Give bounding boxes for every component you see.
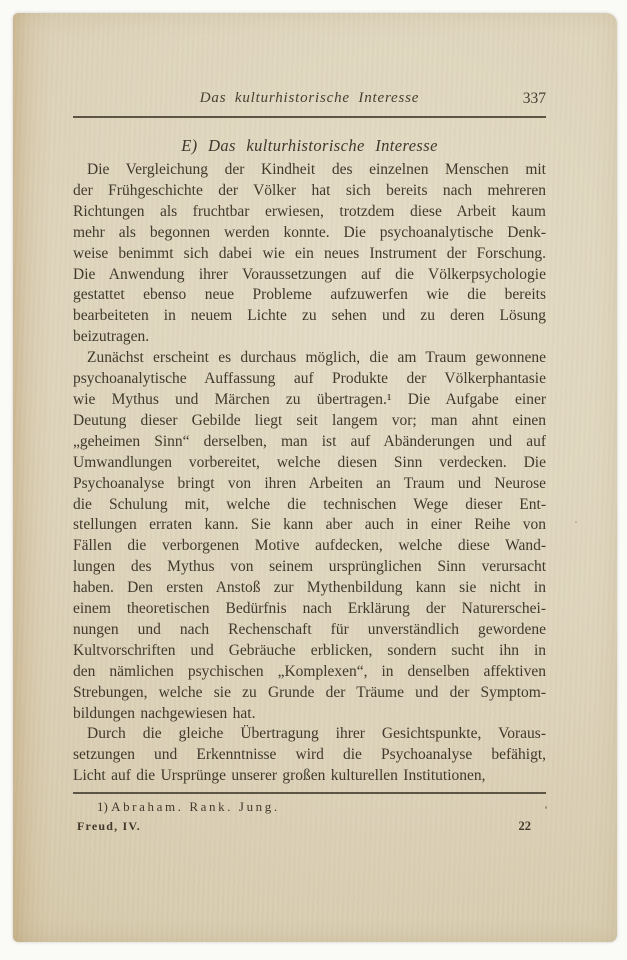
scan-speck (575, 521, 577, 523)
text-line: bildungen nachgewiesen hat. (73, 704, 256, 722)
text-line: Durch die gleiche Übertragung ihrer Gesichtspunkte, Voraus- (87, 725, 546, 743)
body-text (73, 160, 546, 787)
text-line: haben. Den ersten Anstoß zur Mythenbildung kann sie nicht in (73, 579, 546, 597)
text-line: wie Mythus und Märchen zu übertragen.¹ Die Aufgabe einer (73, 390, 546, 408)
text-line: lungen des Mythus von seinem ursprünglichen Sinn verursacht (73, 558, 546, 576)
text-line: stellungen erraten kann. Sie kann aber auch in einer Reihe von (73, 516, 546, 534)
paragraph (73, 724, 546, 787)
text-line: Die Vergleichung der Kindheit des einzelnen Menschen mit (87, 161, 546, 178)
text-line: Fällen die verborgenen Motive aufdecken, welche diese Wand- (73, 537, 546, 555)
footnote-rule (73, 792, 546, 794)
text-line: der Frühgeschichte der Völker hat sich bereits nach mehreren (73, 181, 546, 199)
text-line: Psychoanalyse bringt von ihren Arbeiten an Traum und Neurose (73, 474, 546, 492)
text-line: Deutung dieser Gebilde liegt seit langem vor; man ahnt einen (73, 411, 546, 429)
text-line: Licht auf die Ursprünge unserer großen kulturellen Institutionen, (73, 767, 486, 785)
volume-signature: Freud, IV. (77, 819, 141, 833)
paragraph (73, 160, 546, 348)
text-line: psychoanalytische Auffassung auf Produkte der Völkerphantasie (73, 370, 546, 388)
text-line: Die Anwendung ihrer Voraussetzungen auf die Völkerpsychologie (73, 265, 546, 283)
text-line: Richtungen als fruchtbar erwiesen, trotzdem diese Arbeit kaum (73, 202, 546, 220)
text-line: weise benimmt sich dabei wie ein neues Instrument der Forschung. (73, 244, 546, 262)
text-line: beizutragen. (73, 328, 150, 346)
header-rule (73, 116, 546, 118)
scanned-book-page (13, 13, 617, 942)
text-line: Strebungen, welche sie zu Grunde der Träume und der Symptom- (73, 683, 546, 701)
text-line: die Schulung mit, welche die technischen Wege dieser Ent- (73, 495, 546, 513)
text-line: mehr als begonnen werden konnte. Die psychoanalytische Denk- (73, 223, 546, 241)
text-line: nungen und nach Rechenschaft für unverständlich gewordene (73, 620, 546, 638)
text-line: setzungen und Erkenntnisse wird die Psychoanalyse befähigt, (73, 746, 546, 764)
footnote (97, 799, 280, 815)
text-line: bearbeiteten in neuem Lichte zu sehen und zu deren Lösung (73, 307, 546, 325)
text-line: Umwandlungen vorbereitet, welche diesen Sinn verdecken. Die (73, 453, 546, 471)
footnote-names: Abraham. Rank. Jung. (111, 799, 280, 814)
text-line: Kultvorschriften und Gebräuche erblicken, sondern sucht ihn in (73, 641, 546, 659)
sheet-number-row (73, 819, 531, 834)
text-line: Zunächst erscheint es durchaus möglich, die am Traum gewonnene (87, 349, 546, 367)
running-head-title: Das kulturhistorische Interesse (199, 90, 420, 106)
text-line: einem theoretischen Bedürfnis nach Erklärung der Naturerschei- (73, 600, 546, 618)
sheet-number: 22 (518, 819, 531, 833)
paragraph (73, 348, 546, 724)
text-line: „geheimen Sinn“ derselben, man ist auf Abänderungen und auf (73, 432, 546, 450)
scan-speck (545, 806, 547, 809)
footnote-marker: 1) (97, 799, 108, 814)
running-head (73, 90, 546, 110)
text-line: den nämlichen psychischen „Komplexen“, in denselben affektiven (73, 662, 546, 680)
section-heading: E) Das kulturhistorische Interesse (181, 136, 438, 155)
page-number: 337 (522, 90, 546, 107)
text-line: gestattet ebenso neue Probleme aufzuwerfen wie die bereits (73, 286, 546, 304)
